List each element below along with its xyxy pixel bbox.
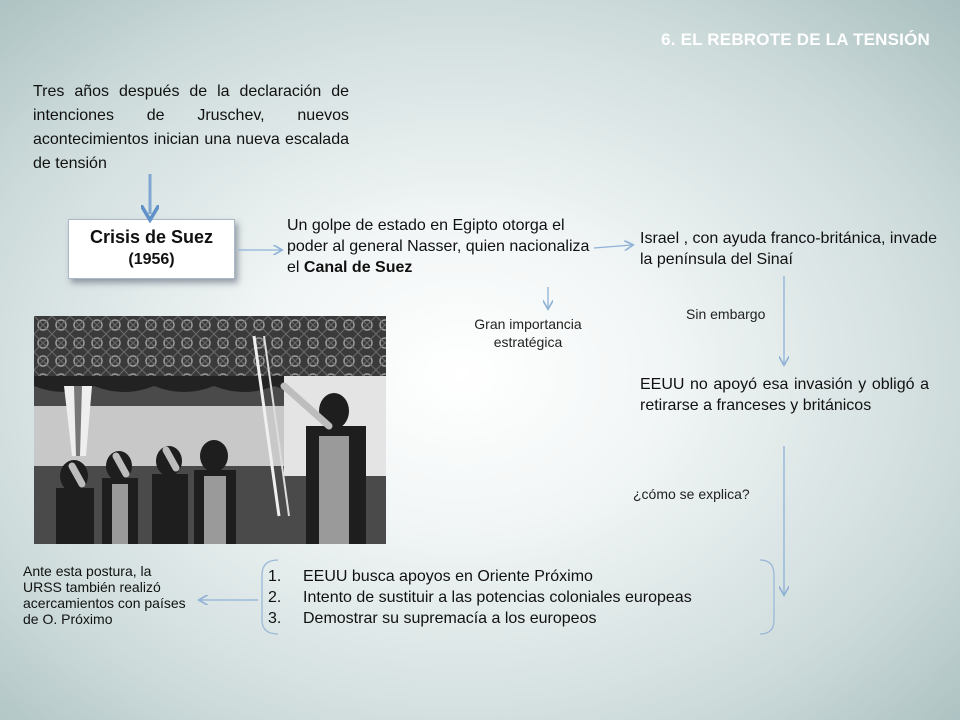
list-item [268, 608, 768, 629]
coup-text-main: Un golpe de estado en Egipto otorga el poder al general Nasser, quien nacionaliza el [287, 217, 590, 276]
list-item-number: 1. [268, 568, 282, 585]
list-item-number: 2. [268, 589, 282, 606]
suez-box-title: Crisis de Suez [89, 227, 214, 247]
photo-illustration [34, 316, 386, 544]
list-item-text: EEUU busca apoyos en Oriente Próximo [303, 568, 593, 585]
intro-text: Tres años después de la declaración de intenciones de Jruschev, nuevos acontecimientos inician una nueva escalada de tensión [33, 83, 349, 172]
list-item-text: Demostrar su supremacía a los europeos [303, 610, 597, 627]
historic-photo [34, 316, 386, 544]
suez-box-year: (1956) [128, 251, 175, 268]
reasons-list [268, 566, 768, 629]
usa-response-text: EEUU no apoyó esa invasión y obligó a retirarse a franceses y británicos [640, 376, 929, 414]
strategic-importance-label: Gran importancia estratégica [474, 316, 582, 350]
list-item [268, 587, 768, 608]
list-item-text: Intento de sustituir a las potencias coloniales europeas [303, 589, 692, 606]
explanation-question-label: ¿cómo se explica? [633, 486, 750, 502]
list-item-number: 3. [268, 610, 282, 627]
coup-text [287, 215, 592, 278]
slide-title: 6. EL REBROTE DE LA TENSIÓN [661, 30, 930, 49]
coup-text-bold: Canal de Suez [303, 259, 413, 276]
arrow-coup-to-israel [594, 245, 632, 248]
ussr-response-text: Ante esta postura, la URSS también realizó acercamientos con países de O. Próximo [23, 563, 186, 627]
list-item [268, 566, 768, 587]
suez-crisis-box [68, 219, 235, 279]
israel-invasion-text: Israel , con ayuda franco-británica, invade la península del Sinaí [640, 230, 938, 268]
however-label: Sin embargo [686, 306, 766, 322]
